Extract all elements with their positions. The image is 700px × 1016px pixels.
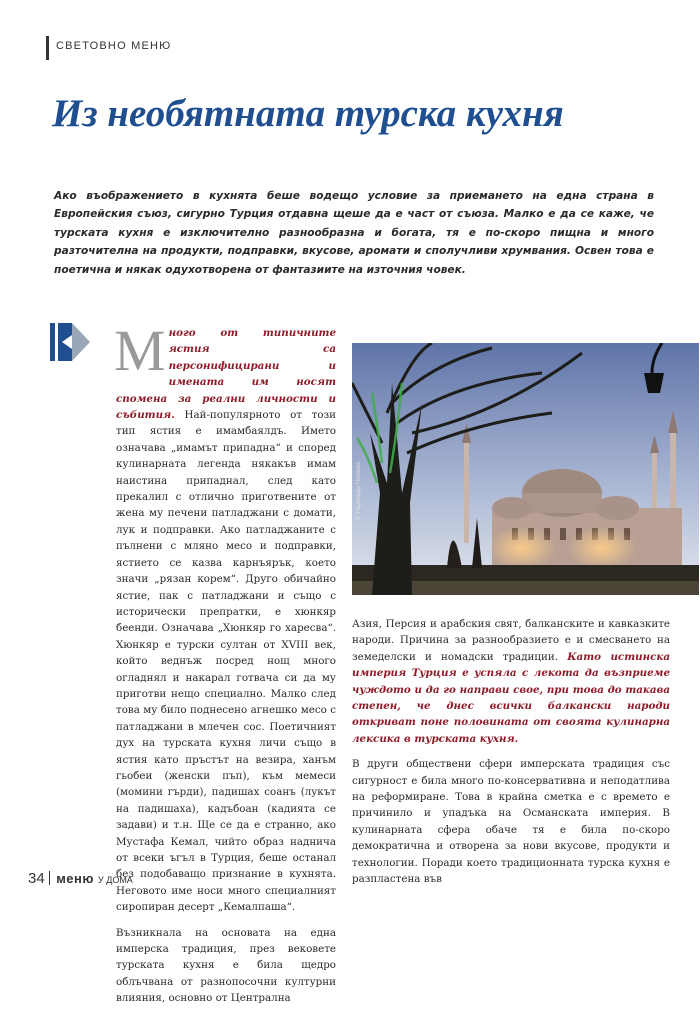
left-paragraph-1-text: Най-популярното от този тип ястия е имамбаялдъ. Името означава „имамът припадна“ и според кулинарната легенда някакъв имам наистина припаднал, след като прекалил с отлично приготвените от жена му печени патладжани с домати, лук и подправки. Ако патладжаните с пълнени с мляно месо и подправки, ястието се казва карнъярък, което значи „рязан корем“. Друго обичайно ястие, пак с патладжани и също с исторически препратки, е хюнкяр беенди. Означава „Хюнкяр го харесва“. Хюнкяр е турски султан от XVIII век, който веднъж посред нощ много огладнял и накарал готвача си да му приготви нещо специално. Малко след това му било поднесено агнешко месо с патладжани в млечен сос. Поетичният дух на турската кухня личи също в ястия като пръстът на везира, ханъм гьобеи (женски пъп), към мемеси (момини гърди), падишах соанъ (лукът на падишаха), кадъбоан (кадията се задави) и т.н. Ще се да е странно, ако Мустафа Кемал, чийто образ надничa от всеки ъгъл в Турция, беше останал без подобаващо признание в кухнята. Неговото име носи много специалният сиропиран десерт „Кемалпаша“. <box>116 409 336 914</box>
article-lead: Ако въображението в кухнята беше водещо условие за приемането на една страна в Европейския съюз, сигурно Турция отдавна щеше да е част от съюза. Малко е да се каже, че турската кухня е изключително разнообразна и богата, тя е по-скоро пищна и много разточителна на продукти, подправки, вкусове, аромати и сполучливи хрумвания. Освен това е поетична и някак одухотворена от фантазиите на източния човек. <box>54 190 654 276</box>
right-paragraph-1-text: Азия, Персия и арабския свят, балканските и кавказките народи. Причина за разнообразието е и смесването на земеделски и номадски традиции. <box>352 618 670 663</box>
right-column <box>352 616 670 897</box>
section-label: СВЕТОВНО МЕНЮ <box>56 40 172 52</box>
left-paragraph-2: Възникнала на основата на една имперска традиция, през вековете турската кухня е била щедро облъчвана от разнопосочни културни влияния, основно от Централна <box>116 926 336 1005</box>
mosque-photo-illustration <box>352 343 699 595</box>
article-title: Из необятната турска кухня <box>52 92 564 135</box>
arrow-marker-icon <box>50 323 90 361</box>
page-footer <box>28 870 133 888</box>
mosque-photo <box>352 343 699 595</box>
magazine-brand: меню <box>56 871 94 886</box>
magazine-brand-sub: У ДОМА <box>98 875 133 885</box>
right-paragraph-2: В други обществени сфери имперската традиция със сигурност е била много по-консервативна и неподатлива на реформиране. Това в крайна сметка е с времето е причинило и упадъка на Османската империя. В кулинарната сфера обаче тя е била по-скоро демократична и отворена за нови вкусове, продукти и технологии. Поради което традиционната турска кухня е разпластена във <box>352 758 670 886</box>
right-paragraph-1 <box>352 616 670 747</box>
photo-credit: © Надежда Чипева <box>355 462 362 520</box>
drop-cap: М <box>114 318 166 383</box>
left-highlight: ного от типичните ястия са персонифицирани и имената им носят спомена за реални личности и събития. <box>116 327 336 422</box>
page-number: 34 <box>28 870 45 887</box>
section-divider <box>46 36 49 60</box>
right-highlight: Като истинска империя Турция е успяла с лекота да възприеме чуждото и да го направи свое, при това до такава степен, че днес всички балкански народи откриват поне половината от своята кулинарна лексика в турската кухня. <box>352 650 670 745</box>
footer-divider <box>49 871 51 885</box>
